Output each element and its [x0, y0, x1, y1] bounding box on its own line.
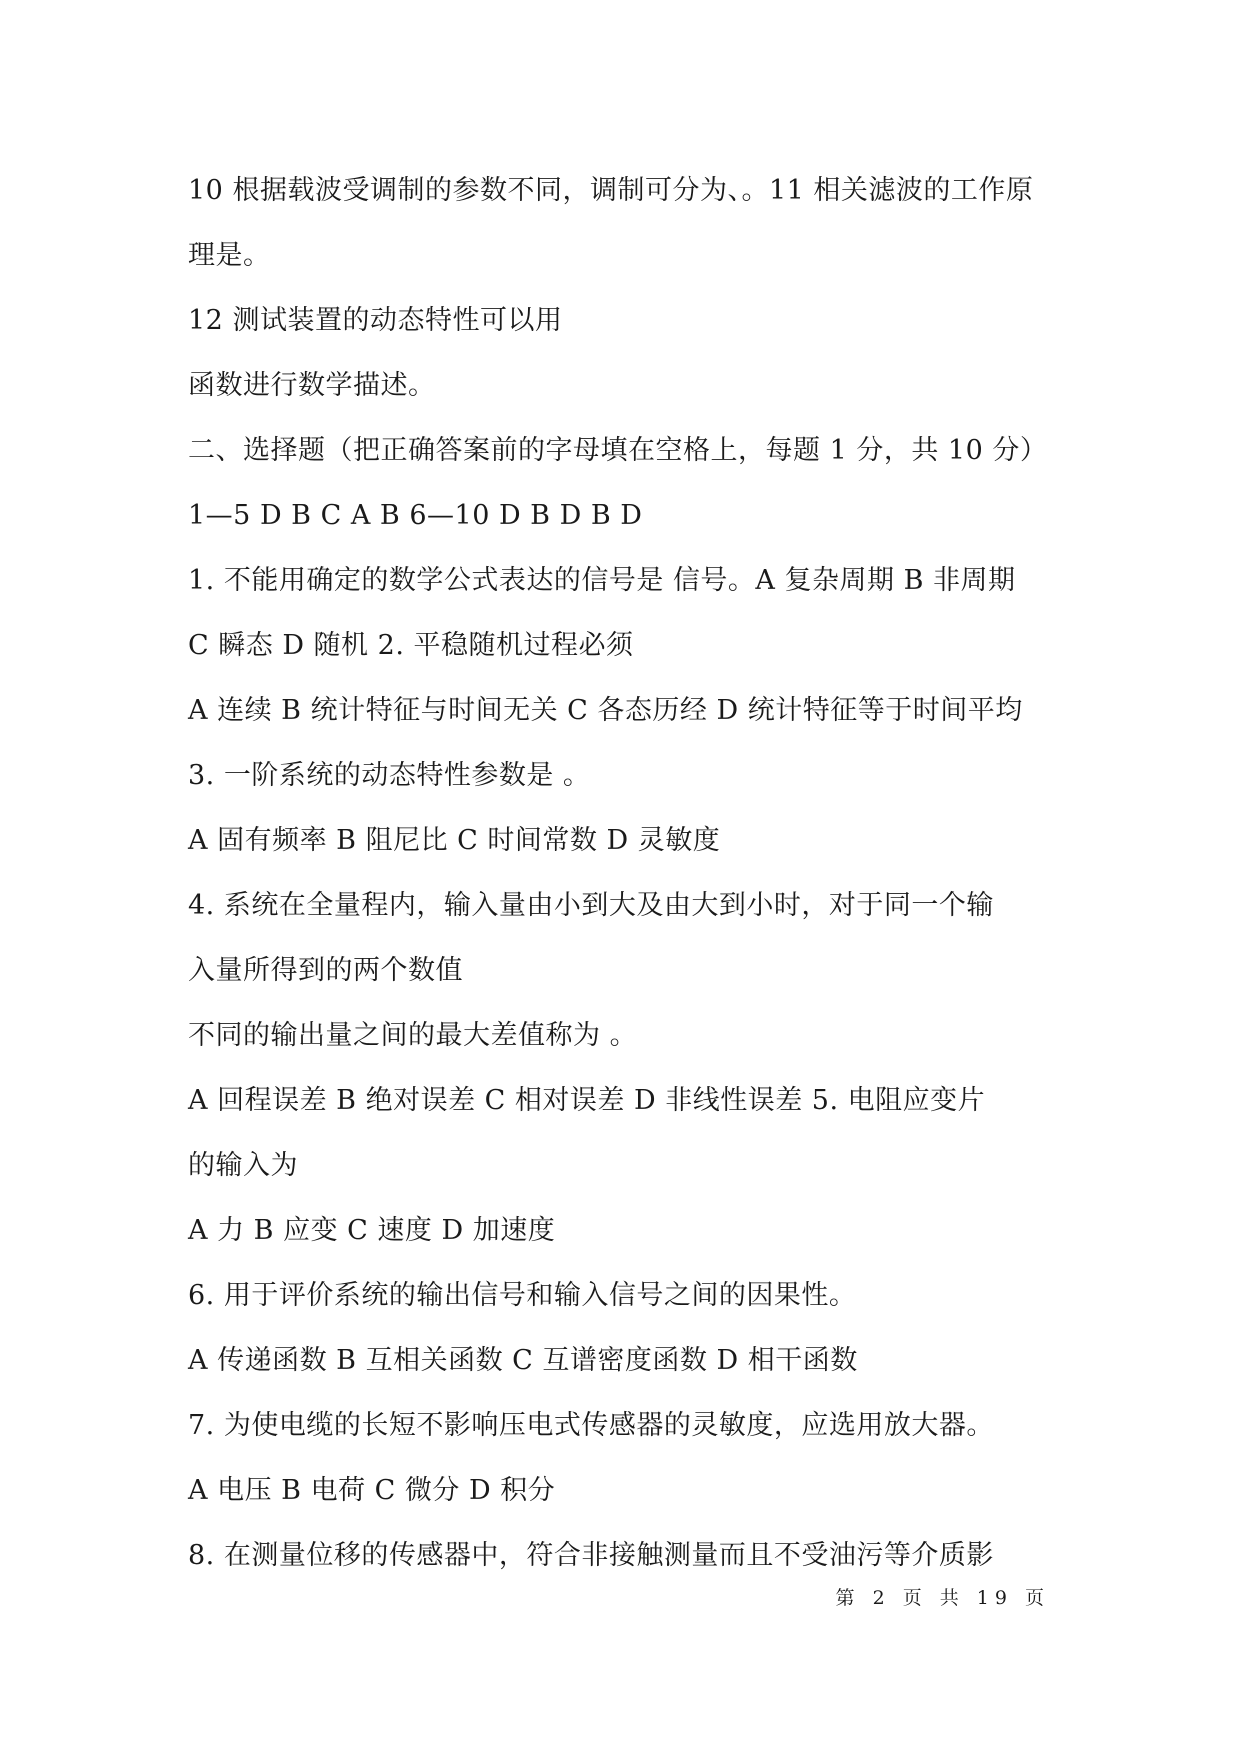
- text-line: 理是。: [188, 240, 271, 271]
- question-line: 不同的输出量之间的最大差值称为 。: [188, 1020, 638, 1051]
- question-line: 1. 不能用确定的数学公式表达的信号是 信号。A 复杂周期 B 非周期: [188, 565, 1016, 596]
- question-line: 6. 用于评价系统的输出信号和输入信号之间的因果性。: [188, 1280, 857, 1311]
- page-number-footer: 第 2 页 共 19 页: [835, 1587, 1050, 1609]
- options-line: A 传递函数 B 互相关函数 C 互谱密度函数 D 相干函数: [188, 1345, 858, 1376]
- question-line: 8. 在测量位移的传感器中，符合非接触测量而且不受油污等介质影: [188, 1540, 994, 1571]
- question-line: 3. 一阶系统的动态特性参数是 。: [188, 760, 591, 791]
- page-content: [188, 158, 1068, 1588]
- options-line: A 回程误差 B 绝对误差 C 相对误差 D 非线性误差 5. 电阻应变片: [188, 1085, 986, 1116]
- question-line: C 瞬态 D 随机 2. 平稳随机过程必须: [188, 630, 634, 661]
- question-line: 入量所得到的两个数值: [188, 955, 463, 986]
- answer-key: 1—5 D B C A B 6—10 D B D B D: [188, 500, 643, 531]
- options-line: A 力 B 应变 C 速度 D 加速度: [188, 1215, 556, 1246]
- options-line: A 连续 B 统计特征与时间无关 C 各态历经 D 统计特征等于时间平均: [188, 695, 1023, 726]
- question-line: 4. 系统在全量程内，输入量由小到大及由大到小时，对于同一个输: [188, 890, 994, 921]
- options-line: A 电压 B 电荷 C 微分 D 积分: [188, 1475, 556, 1506]
- section-heading: 二、选择题（把正确答案前的字母填在空格上，每题 1 分，共 10 分）: [188, 435, 1048, 466]
- question-line: 的输入为: [188, 1150, 298, 1181]
- question-line: 7. 为使电缆的长短不影响压电式传感器的灵敏度，应选用放大器。: [188, 1410, 994, 1441]
- text-line: 10 根据载波受调制的参数不同，调制可分为、。11 相关滤波的工作原: [188, 175, 1034, 206]
- options-line: A 固有频率 B 阻尼比 C 时间常数 D 灵敏度: [188, 825, 721, 856]
- text-line: 12 测试装置的动态特性可以用: [188, 305, 563, 336]
- text-line: 函数进行数学描述。: [188, 370, 436, 401]
